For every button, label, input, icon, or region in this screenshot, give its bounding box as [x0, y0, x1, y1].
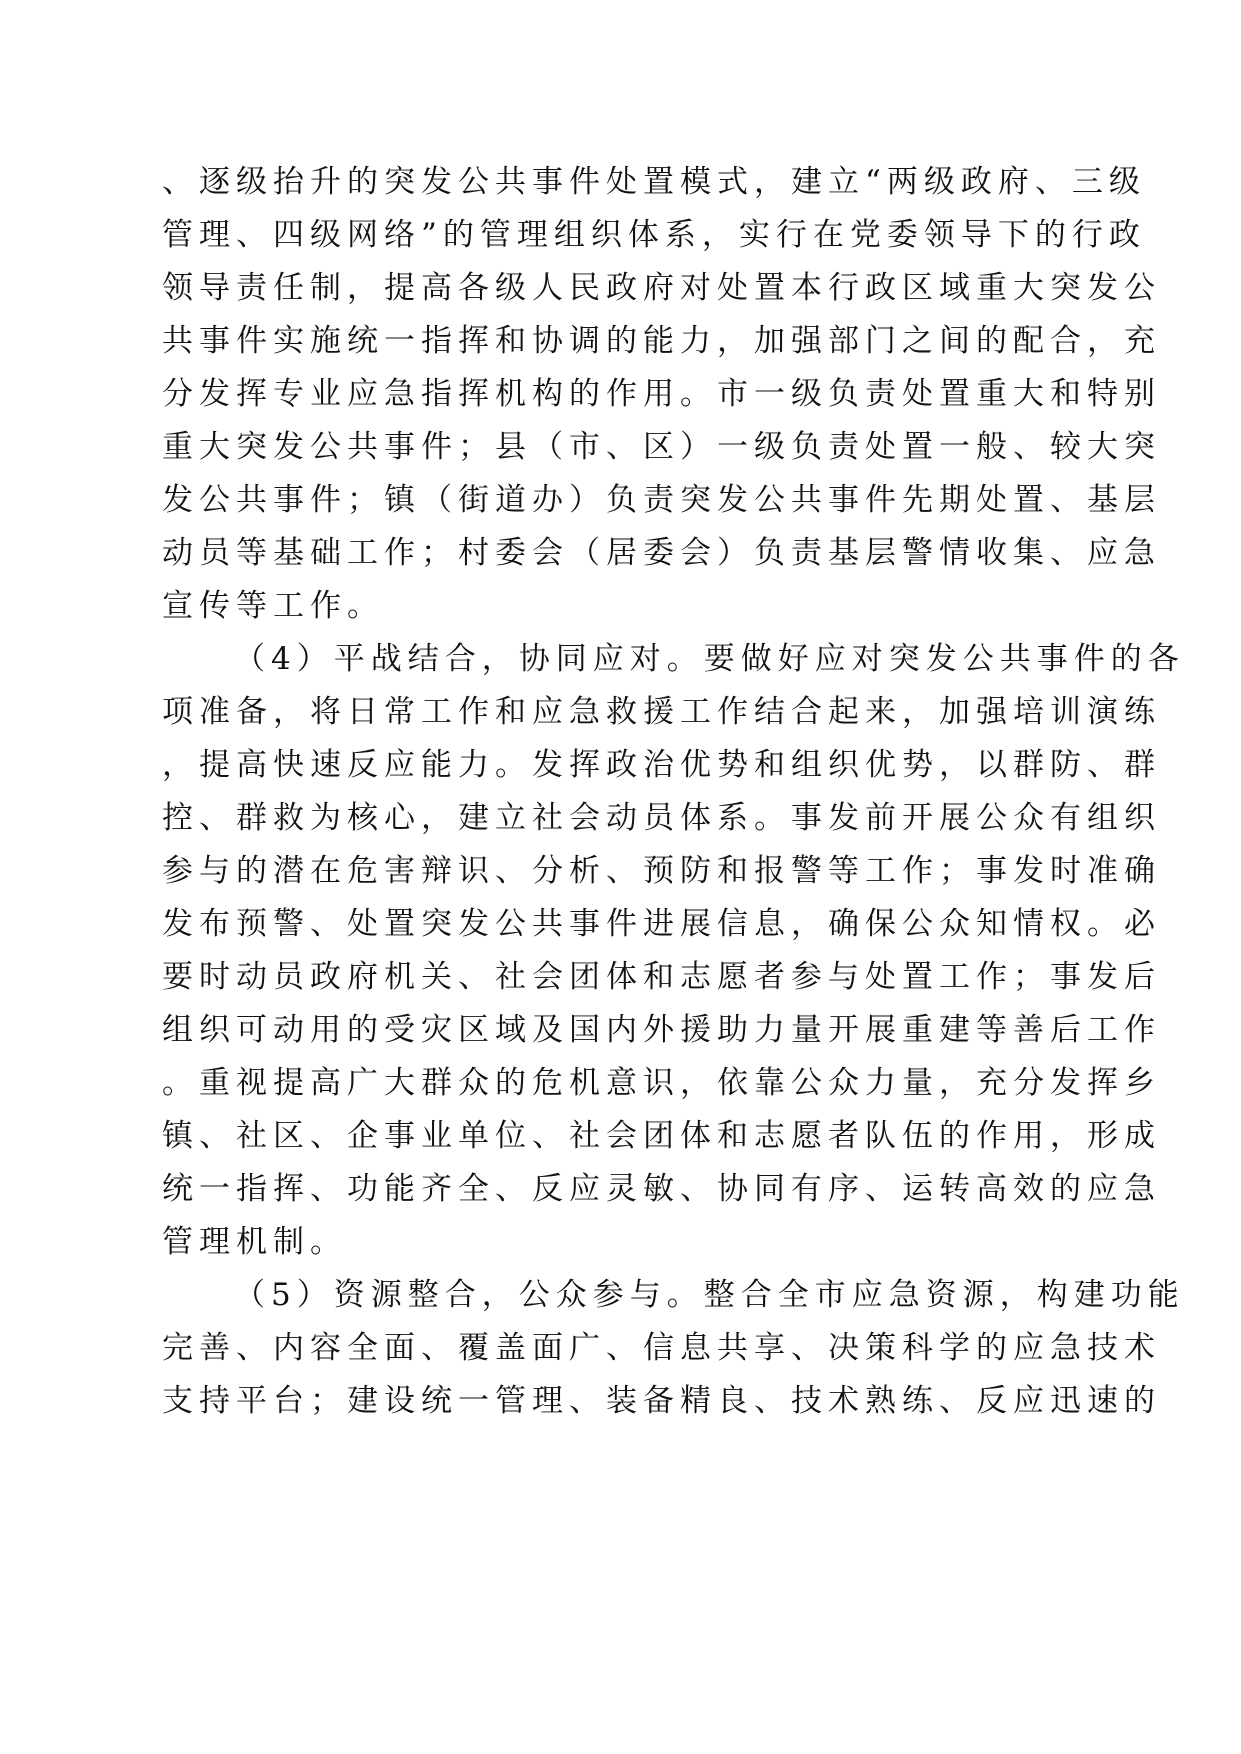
text-line: 统一指挥、功能齐全、反应灵敏、协同有序、运转高效的应急: [162, 1171, 1161, 1207]
text-line: 控、群救为核心，建立社会动员体系。事发前开展公众有组织: [162, 800, 1161, 836]
text-line: 组织可动用的受灾区域及国内外援助力量开展重建等善后工作: [162, 1012, 1161, 1048]
text-line: 要时动员政府机关、社会团体和志愿者参与处置工作；事发后: [162, 959, 1161, 995]
text-line: 、逐级抬升的突发公共事件处置模式，建立“两级政府、三级: [162, 164, 1146, 200]
paragraph-start-line: （4）平战结合，协同应对。要做好应对突发公共事件的各: [234, 641, 1185, 677]
text-line: 项准备，将日常工作和应急救援工作结合起来，加强培训演练: [162, 694, 1161, 730]
text-line: 参与的潜在危害辩识、分析、预防和报警等工作；事发时准确: [162, 853, 1161, 889]
text-line: 支持平台；建设统一管理、装备精良、技术熟练、反应迅速的: [162, 1383, 1161, 1419]
text-line: 发布预警、处置突发公共事件进展信息，确保公众知情权。必: [162, 906, 1161, 942]
text-line: 管理机制。: [162, 1224, 347, 1260]
text-line: 。重视提高广大群众的危机意识，依靠公众力量，充分发挥乡: [162, 1065, 1161, 1101]
text-line: 发公共事件；镇（街道办）负责突发公共事件先期处置、基层: [162, 482, 1161, 518]
text-line: 动员等基础工作；村委会（居委会）负责基层警情收集、应急: [162, 535, 1161, 571]
text-line: 重大突发公共事件；县（市、区）一级负责处置一般、较大突: [162, 429, 1161, 465]
text-line: ，提高快速反应能力。发挥政治优势和组织优势，以群防、群: [162, 747, 1161, 783]
text-line: 领导责任制，提高各级人民政府对处置本行政区域重大突发公: [162, 270, 1161, 306]
text-line: 宣传等工作。: [162, 588, 384, 624]
text-line: 分发挥专业应急指挥机构的作用。市一级负责处置重大和特别: [162, 376, 1161, 412]
text-line: 完善、内容全面、覆盖面广、信息共享、决策科学的应急技术: [162, 1330, 1161, 1366]
paragraph-start-line: （5）资源整合，公众参与。整合全市应急资源，构建功能: [234, 1277, 1185, 1313]
text-line: 共事件实施统一指挥和协调的能力，加强部门之间的配合，充: [162, 323, 1161, 359]
text-line: 管理、四级网络”的管理组织体系，实行在党委领导下的行政: [162, 217, 1146, 253]
text-line: 镇、社区、企事业单位、社会团体和志愿者队伍的作用，形成: [162, 1118, 1161, 1154]
